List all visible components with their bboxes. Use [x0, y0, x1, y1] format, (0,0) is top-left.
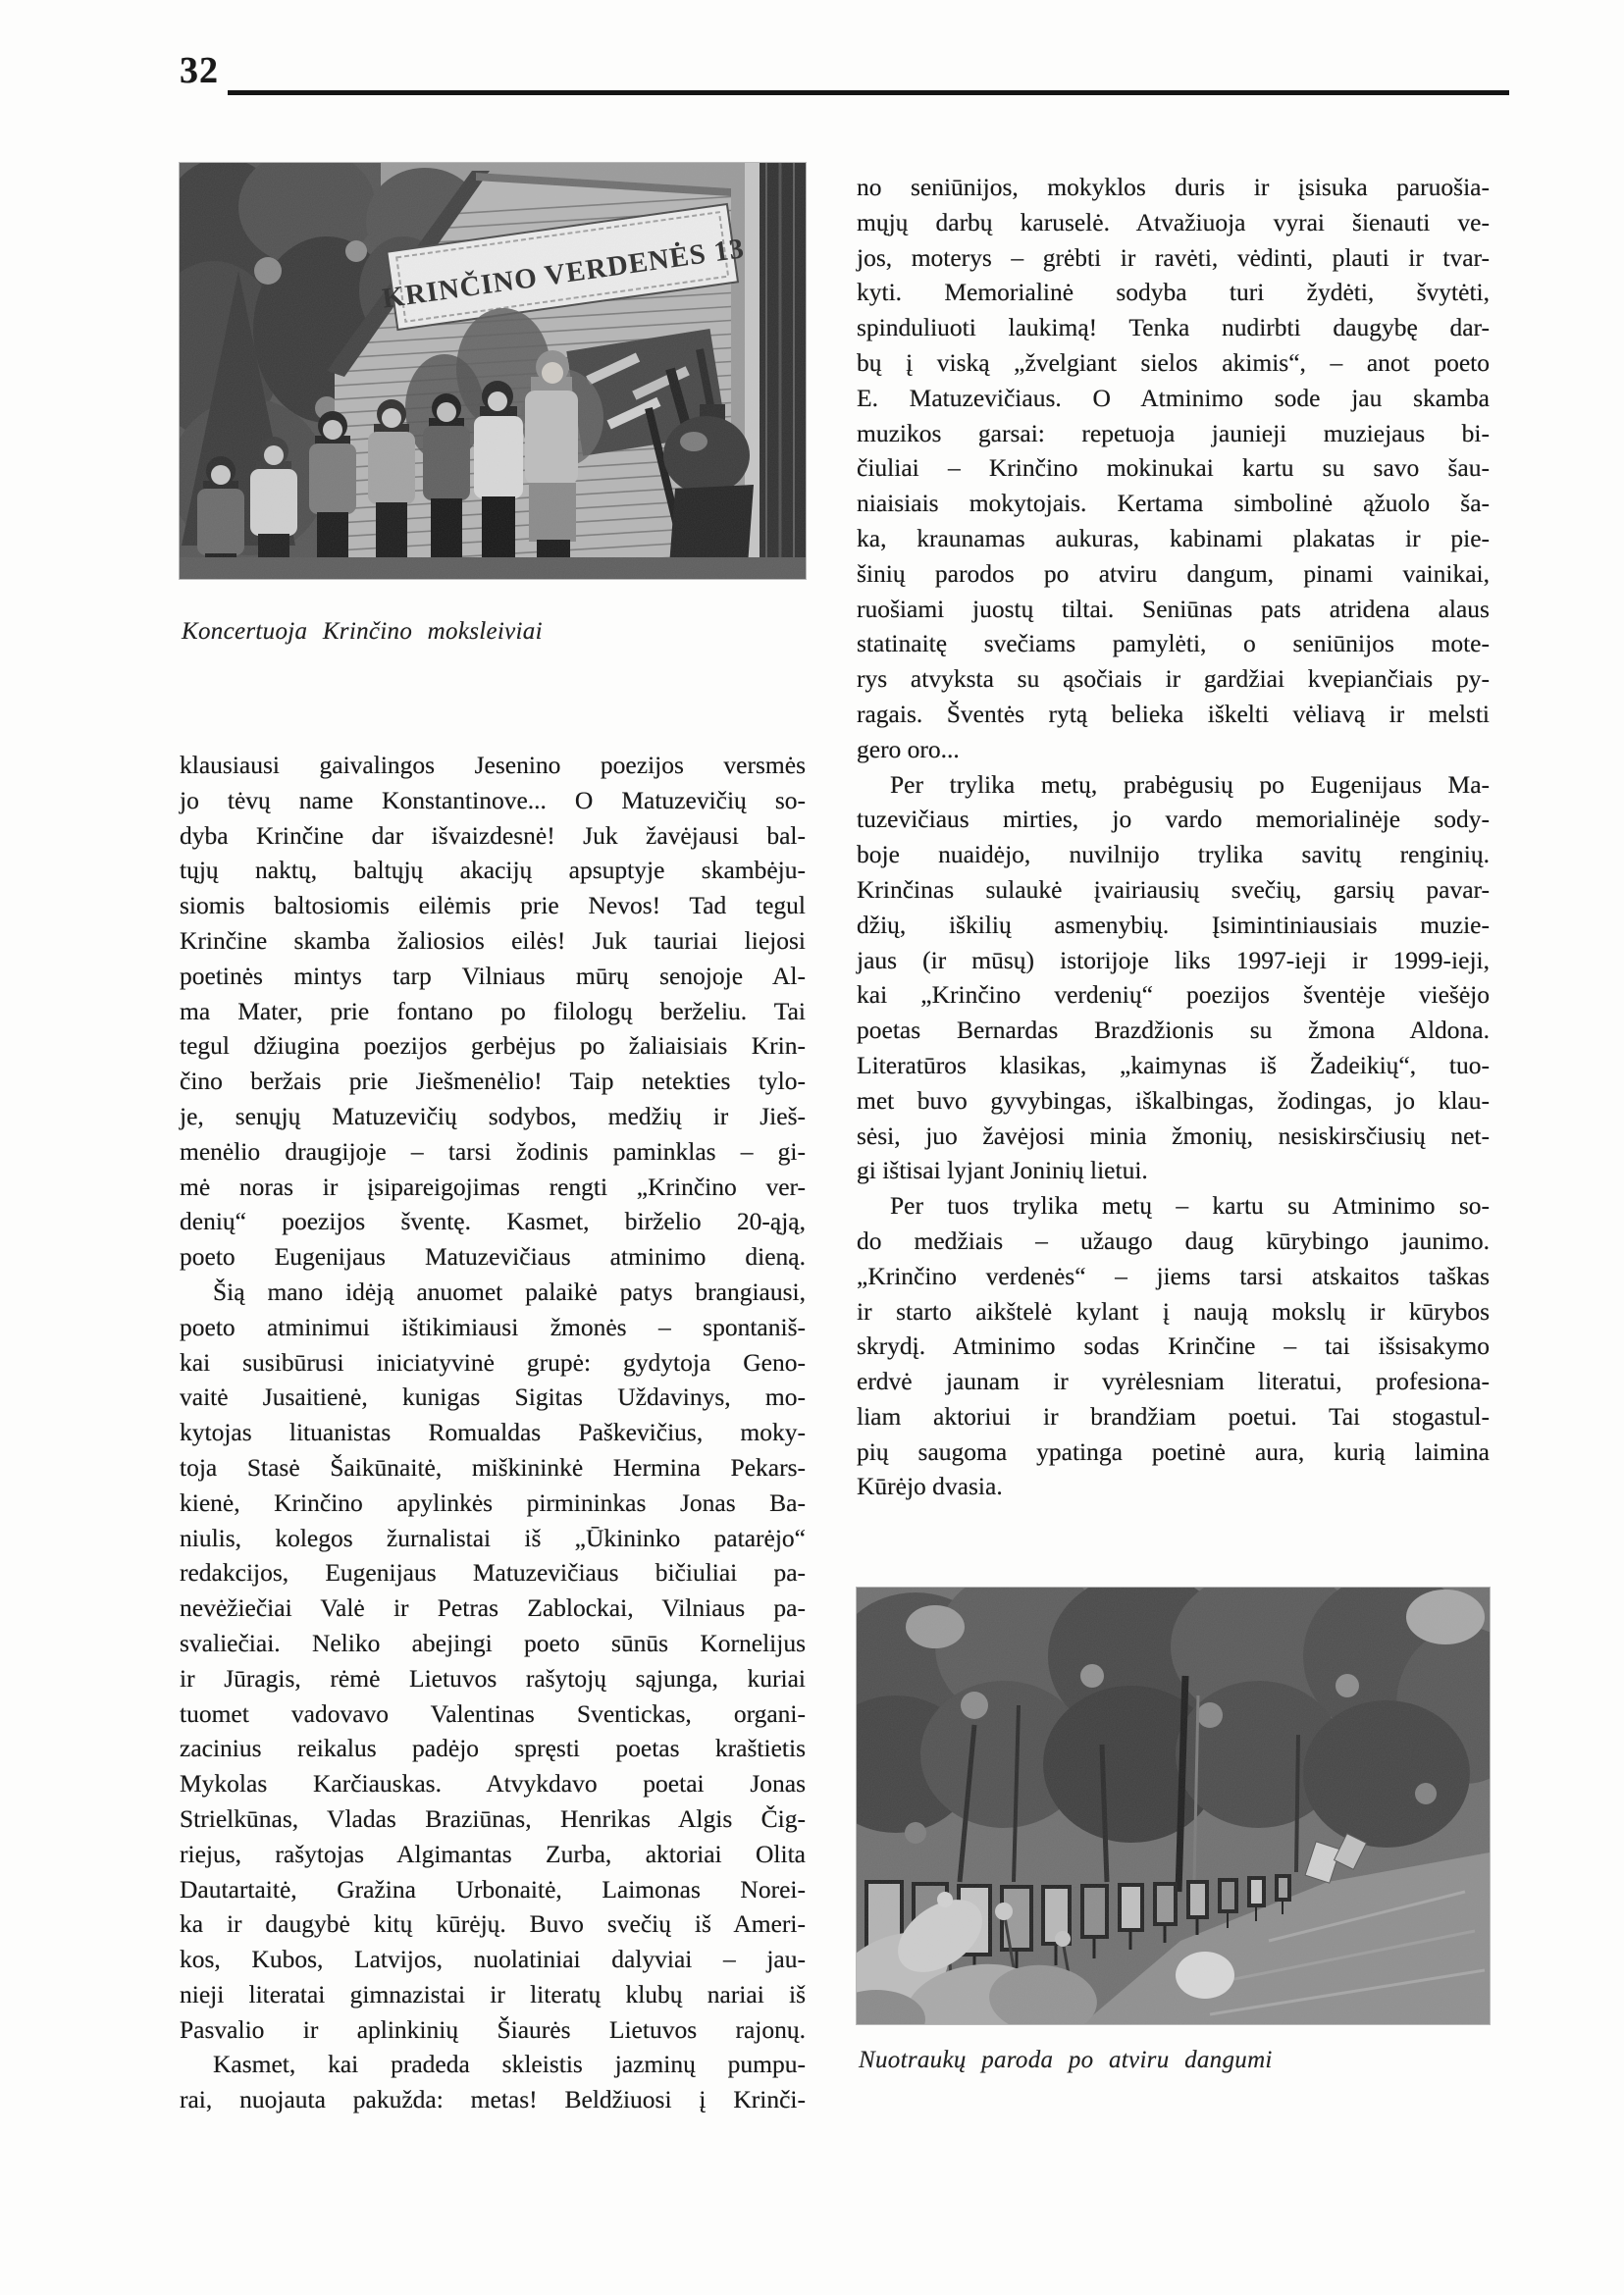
right-column-text [857, 170, 1490, 1504]
photo-concert-illustration [180, 163, 806, 579]
text-line: rai, nuojauta pakužda: metas! Beldžiuosi į Krinči- [180, 2085, 806, 2114]
text-line: siomis baltosiomis eilėmis prie Nevos! Tad tegul [180, 891, 806, 920]
text-line: ruošiami juostų tiltai. Seniūnas pats atridena alaus [857, 594, 1490, 623]
paragraph [180, 748, 806, 1275]
text-line: bų į viską „žvelgiant sielos akimis“, – anot poeto [857, 347, 1490, 377]
text-line: tegul džiugina poezijos gerbėjus po žaliaisiais Krin- [180, 1031, 806, 1061]
text-line: vaitė Jusaitienė, kunigas Sigitas Uždavinys, mo- [180, 1382, 806, 1412]
text-line: poetinės mintys tarp Vilniaus mūrų senojoje Al- [180, 961, 806, 990]
text-line: E. Matuzevičiaus. O Atminimo sode jau skamba [857, 383, 1490, 412]
text-line: erdvė jaunam ir vyrėlesniam literatui, profesiona- [857, 1367, 1490, 1396]
text-line: toja Stasė Šaikūnaitė, miškininkė Hermina Pekars- [180, 1452, 806, 1482]
paragraph [180, 2047, 806, 2117]
text-line: denių“ poezijos šventę. Kasmet, birželio 20-ąją, [180, 1207, 806, 1236]
text-line: Literatūros klasikas, „kaimynas iš Žadeikių“, tuo- [857, 1050, 1490, 1079]
paragraph [180, 1275, 806, 2048]
text-line: statinaitę svečiams pamylėti, o seniūnijos mote- [857, 629, 1490, 658]
text-line: ma Mater, prie fontano po filologų berželiu. Tai [180, 996, 806, 1025]
text-line: Kūrėjo dvasia. [857, 1472, 1003, 1501]
text-line: kienė, Krinčino apylinkės pirmininkas Jonas Ba- [180, 1487, 806, 1517]
text-line: je, senųjų Matuzevičių sodybos, medžių ir Jieš- [180, 1101, 806, 1130]
text-line: boje nuaidėjo, nuvilnijo trylika savitų renginių. [857, 840, 1490, 869]
text-line: niulis, kolegos žurnalistai iš „Ūkininko patarėjo“ [180, 1523, 806, 1552]
text-line: tuomet vadovavo Valentinas Sventickas, organi- [180, 1698, 806, 1728]
text-line: muzikos garsai: repetuoja jaunieji muziejaus bi- [857, 418, 1490, 447]
page-number: 32 [180, 50, 219, 91]
text-line: dyba Krinčine dar išvaizdesnė! Juk žavėjausi bal- [180, 820, 806, 850]
text-line: pių saugoma ypatinga poetinė aura, kurią laimina [857, 1436, 1490, 1466]
photo-exhibition-illustration [857, 1588, 1490, 2024]
text-line: spinduliuoti laukimą! Tenka nudirbti daugybę dar- [857, 313, 1490, 342]
text-line: čiuliai – Krinčino mokinukai kartu su savo šau- [857, 453, 1490, 483]
text-line: no seniūnijos, mokyklos duris ir įsisuka paruošia- [857, 173, 1490, 201]
text-line: poeto atminimui ištikimiausi žmonės – spontaniš- [180, 1312, 806, 1341]
text-line: riejus, rašytojas Algimantas Zurba, aktoriai Olita [180, 1839, 806, 1868]
text-line: „Krinčino verdenės“ – jiems tarsi atskaitos taškas [857, 1261, 1490, 1290]
text-line: nevėžiečiai Valė ir Petras Zablockai, Vilniaus pa- [180, 1593, 806, 1623]
text-line: kai „Krinčino verdenių“ poezijos šventėje viešėjo [857, 980, 1490, 1010]
text-line: liam aktoriui ir brandžiam poetui. Tai stogastul- [857, 1401, 1490, 1431]
text-line: Mykolas Karčiauskas. Atvykdavo poetai Jonas [180, 1769, 806, 1799]
text-line: poetas Bernardas Brazdžionis su žmona Aldona. [857, 1016, 1490, 1045]
text-line: Strielkūnas, Vladas Braziūnas, Henrikas Algis Čig- [180, 1803, 806, 1833]
text-line: do medžiais – užaugo daug kūrybingo jaunimo. [857, 1226, 1490, 1255]
text-line: klausiausi gaivalingos Jesenino poezijos versmės [180, 751, 806, 779]
text-line: jaus (ir mūsų) istorijoje liks 1997-ieji ir 1999-ieji, [857, 945, 1490, 974]
text-line: ir Jūragis, rėmė Lietuvos rašytojų sąjunga, kuriai [180, 1663, 806, 1693]
text-line: džių, iškilių asmenybių. Įsimintiniausiais muzie- [857, 910, 1490, 939]
text-line: Kasmet, kai pradeda skleistis jazminų pumpu- [213, 2050, 806, 2079]
text-line: ir starto aikštelė kylant į naują mokslų ir kūrybos [857, 1296, 1490, 1326]
text-line: poeto Eugenijaus Matuzevičiaus atminimo dieną. [180, 1242, 806, 1272]
text-line: tuzevičiaus mirties, jo vardo memorialinėje sody- [857, 805, 1490, 834]
text-line: Krinčinas sulaukė įvairiausių svečių, garsių pavar- [857, 874, 1490, 904]
text-line: Per trylika metų, prabėgusių po Eugenijaus Ma- [890, 769, 1490, 799]
text-line: Šią mano idėją anuomet palaikė patys brangiausi, [213, 1277, 806, 1306]
text-line: zacinius reikalus padėjo spręsti poetas kraštietis [180, 1734, 806, 1763]
paragraph [857, 1188, 1490, 1504]
paragraph [857, 767, 1490, 1189]
text-line: ka ir daugybė kitų kūrėjų. Buvo svečių iš Ameri- [180, 1909, 806, 1939]
photo-exhibition-caption: Nuotraukų paroda po atviru dangumi [859, 2047, 1273, 2073]
text-line: skrydį. Atminimo sodas Krinčine – tai išsisakymo [857, 1331, 1490, 1361]
paragraph [857, 170, 1490, 767]
text-line: ragais. Šventės rytą belieka iškelti vėliavą ir melsti [857, 699, 1490, 728]
text-line: svaliečiai. Neliko abejingi poeto sūnūs Kornelijus [180, 1628, 806, 1657]
text-line: rys atvyksta su ąsočiais ir gardžiai kvepiančiais py- [857, 664, 1490, 694]
text-line: menėlio draugijoje – tarsi žodinis paminklas – gi- [180, 1136, 806, 1166]
text-line: šinių parodos po atviru dangum, pinami vainikai, [857, 558, 1490, 588]
header-rule [228, 90, 1509, 95]
text-line: Dautartaitė, Gražina Urbonaitė, Laimonas Norei- [180, 1874, 806, 1904]
text-line: mųjų darbų karuselė. Atvažiuoja vyrai šienauti ve- [857, 207, 1490, 236]
text-line: kos, Kubos, Latvijos, nuolatiniai dalyviai – jau- [180, 1945, 806, 1974]
text-line: jo tėvų name Konstantinove... O Matuzevičių so- [180, 785, 806, 814]
photo-concert [180, 163, 806, 579]
text-line: mė noras ir įsipareigojimas rengti „Krinčino ver- [180, 1172, 806, 1201]
text-line: met buvo gyvybingas, iškalbingas, žodingas, jo klau- [857, 1085, 1490, 1115]
text-line: kyti. Memorialinė sodyba turi žydėti, švytėti, [857, 278, 1490, 307]
text-line: kai susibūrusi iniciatyvinė grupė: gydytoja Geno- [180, 1347, 806, 1377]
left-column-text [180, 748, 806, 2117]
text-line: redakcijos, Eugenijaus Matuzevičiaus bičiuliai pa- [180, 1558, 806, 1588]
text-line: gero oro... [857, 734, 960, 763]
text-line: kytojas lituanistas Romualdas Paškevičius, moky- [180, 1418, 806, 1447]
text-line: ka, kraunamas aukuras, kabinami plakatas ir pie- [857, 523, 1490, 552]
text-line: tųjų naktų, baltųjų akacijų apsuptyje skambėju- [180, 856, 806, 885]
text-line: gi ištisai lyjant Joninių lietui. [857, 1156, 1148, 1185]
photo-exhibition [857, 1588, 1490, 2024]
text-line: Krinčine skamba žaliosios eilės! Juk tauriai liejosi [180, 925, 806, 955]
text-line: čino beržais prie Jiešmenėlio! Taip netekties tylo- [180, 1067, 806, 1096]
text-line: Pasvalio ir aplinkinių Šiaurės Lietuvos rajonų. [180, 2014, 806, 2044]
photo-concert-caption: Koncertuoja Krinčino moksleiviai [182, 618, 543, 645]
text-line: niaisiais mokytojais. Kertama simbolinė ąžuolo ša- [857, 489, 1490, 518]
text-line: Per tuos trylika metų – kartu su Atminimo so- [890, 1191, 1490, 1221]
text-line: nieji literatai gimnazistai ir literatų klubų nariai iš [180, 1979, 806, 2008]
text-line: sėsi, juo žavėjosi minia žmonių, nesiskirsčiusių net- [857, 1121, 1490, 1150]
text-line: jos, moterys – grėbti ir ravėti, vėdinti, plauti ir tvar- [857, 242, 1490, 272]
